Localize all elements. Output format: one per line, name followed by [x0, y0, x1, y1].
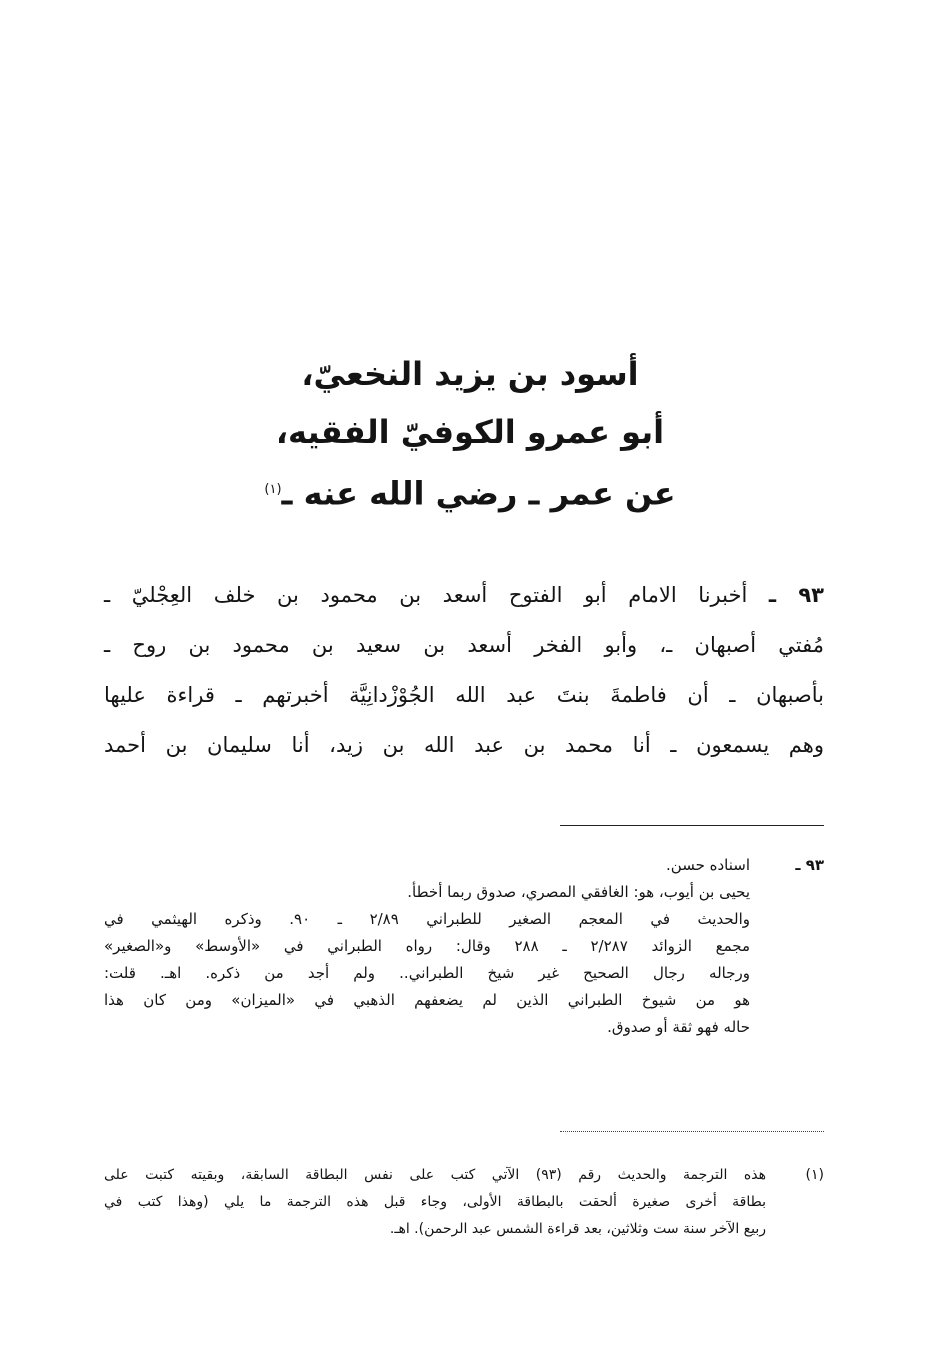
footnote-93-line-4: مجمع الزوائد ٢/٢٨٧ ـ ٢٨٨ وقال: رواه الطبراني في «الأوسط» و«الصغير» — [104, 937, 750, 955]
heading-line-2: أبو عمرو الكوفيّ الفقيه، — [275, 413, 665, 451]
footnote-93-line-5: ورجاله رجال الصحيح غير شيخ الطبراني.. ولم أجد من ذكره. اهـ. قلت: — [104, 964, 750, 982]
footnote-1 — [104, 1162, 824, 1243]
heading-line-3 — [140, 461, 800, 523]
footnote-marker[interactable]: (١) — [264, 482, 282, 497]
hadith-line-4: وهم يسمعون ـ أنا محمد بن عبد الله بن زيد، أنا سليمان بن أحمد — [104, 733, 824, 757]
hadith-text — [104, 570, 824, 770]
footnote-1-line-1: هذه الترجمة والحديث رقم (٩٣) الآتي كتب على نفس البطاقة السابقة، وبقيته كتبت على — [104, 1167, 766, 1183]
footnote-1-label: (١) — [805, 1167, 824, 1183]
footnote-93-body — [104, 852, 750, 1041]
footnote-93-line-7: حاله فهو ثقة أو صدوق. — [607, 1018, 750, 1036]
footnote-separator — [560, 825, 824, 826]
footnote-93 — [104, 852, 824, 1041]
chapter-heading — [140, 345, 800, 523]
footnote-93-line-6: هو من شيوخ الطبراني الذين لم يضعفهم الذهبي في «الميزان» ومن كان هذا — [104, 991, 750, 1009]
footnote-1-body — [104, 1162, 766, 1243]
footnote-separator-dotted — [560, 1131, 824, 1132]
heading-line-1: أسود بن يزيد النخعيّ، — [301, 355, 639, 393]
hadith-line-1-text: أخبرنا الامام أبو الفتوح أسعد بن محمود بن خلف العِجْليّ ـ — [104, 583, 748, 607]
footnote-1-line-2: بطاقة أخرى صغيرة ألحقت بالبطاقة الأولى، وجاء قبل هذه الترجمة ما يلي (وهذا كتب في — [104, 1194, 766, 1210]
hadith-number: ٩٣ ـ — [768, 583, 824, 607]
footnote-93-line-1: اسناده حسن. — [666, 856, 750, 874]
hadith-line-2: مُفتي أصبهان ـ، وأبو الفخر أسعد بن سعيد بن محمود بن روح ـ — [104, 633, 824, 657]
heading-line-3-text: عن عمر ـ رضي الله عنه ـ — [281, 474, 676, 513]
footnote-93-line-2: يحيى بن أيوب، هو: الغافقي المصري، صدوق ربما أخطأ. — [407, 883, 750, 901]
footnote-93-label: ٩٣ ـ — [795, 856, 824, 874]
hadith-line-1 — [104, 570, 824, 620]
footnote-1-line-3: ربيع الآخر سنة ست وثلاثين، بعد قراءة الشمس عبد الرحمن). اهـ. — [389, 1221, 766, 1237]
hadith-line-3: بأصبهان ـ أن فاطمةَ بنتَ عبد الله الجُوْزْدانِيَّة أخبرتهم ـ قراءة عليها — [104, 683, 824, 707]
footnote-93-line-3: والحديث في المعجم الصغير للطبراني ٢/٨٩ ـ ٩٠. وذكره الهيثمي في — [104, 910, 750, 928]
